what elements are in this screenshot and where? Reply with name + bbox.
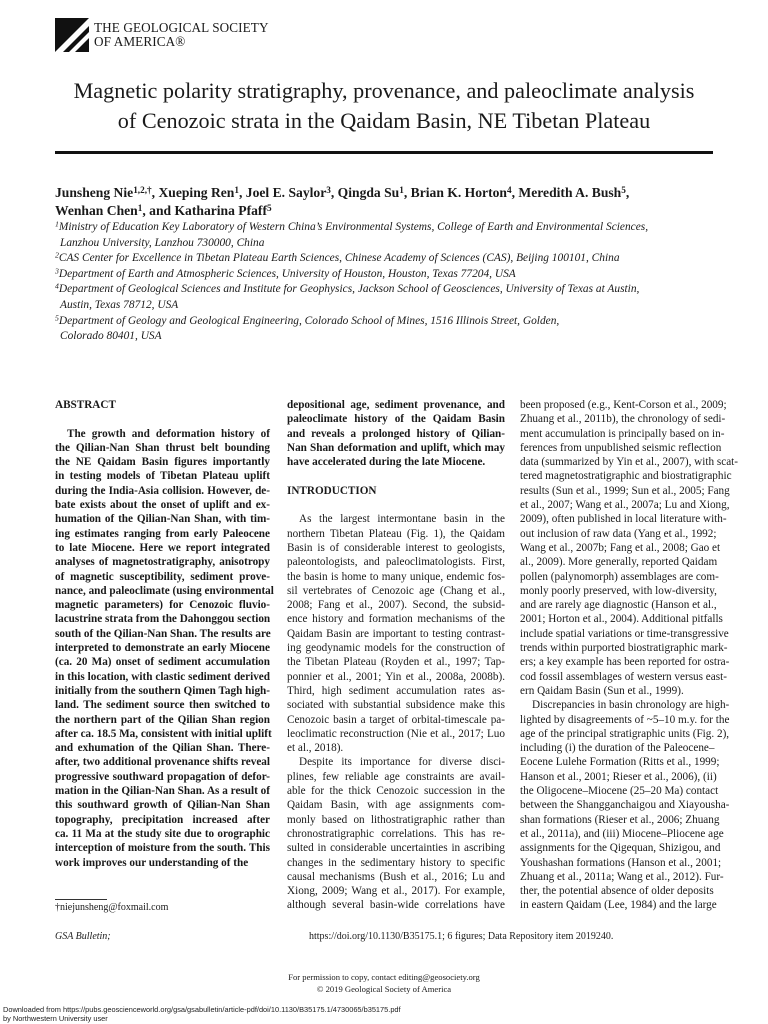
text-line: 2009), often published in local literature with- [520,513,727,526]
text-line: mation in the Qilian-Nan Shan. As a result of [55,785,270,798]
author-line: Wenhan Chen$^1$, and Katharina Pfaff$^5$ [55,202,272,218]
text-line: tered magnetostratigraphic and biostratigraphic [520,470,732,483]
text-line: the Oligocene–Miocene (25–20 Ma) contact [520,785,719,798]
text-line: Third, high sediment accumulation rates as- [287,684,505,697]
affiliation-number: 3 [55,266,59,276]
text-line: shan formations (Rieser et al., 2006; Zhuang [520,813,720,826]
affiliation-number: 5 [55,313,59,323]
text-line: and reveals a prolonged history of Qilian- [287,427,505,440]
author-name: Brian K. Horton [410,185,507,200]
text-line: Despite its importance for diverse disci- [299,756,505,769]
text-line: ferences from unpublished seismic reflection [520,441,722,454]
text-line: Discrepancies in basin chronology are high- [532,699,730,712]
text-line: include spatial variations or time-transgressive [520,627,729,640]
text-line: lighted by disagreements of ~5–10 m.y. for the [520,713,730,726]
abstract-heading: ABSTRACT [55,399,116,411]
text-line: data (summarized by Yin et al., 2007), with scat- [520,456,738,469]
author-affiliation-marker: 1,2,† [133,184,152,195]
text-line: northern Tibetan Plateau (Fig. 1), the Qaidam [287,527,505,540]
text-line: magnetic parameters) for Cenozoic fluvio- [55,599,270,612]
text-line: between the Shangganchaigou and Xiayousha- [520,799,730,812]
text-line: out inclusion of raw data (Yang et al., 1992; [520,527,717,540]
text-line: Nan Shan deformation and uplift, which may [287,441,505,454]
text-line: ment accumulation is principally based on in- [520,427,725,440]
author-list [55,184,629,220]
author-name: Joel E. Saylor [245,185,327,200]
affiliation-line: Lanzhou University, Lanzhou 730000, China [60,236,265,249]
text-line: and exhumation of the Qilian Shan. There- [55,742,270,755]
logo-line-2: OF AMERICA® [94,34,186,49]
text-line: ther, the potential absence of older deposits [520,885,714,898]
text-line: Hanson et al., 2001; Rieser et al., 2006), (ii) [520,770,717,783]
text-line: Zhuang et al., 2011a; Wang et al., 2012). Fur- [520,870,724,883]
text-line: Wang et al., 2007b; Fang et al., 2008; Gao et [520,541,721,554]
text-line: 2008; Fang et al., 2007). Second, the subsid- [287,599,505,612]
text-line: trends within purported biostratigraphic mark- [520,642,728,655]
text-line: been proposed (e.g., Kent-Corson et al., 2009; [520,399,727,411]
corresponding-author-footnote: †niejunsheng@foxmail.com [55,902,169,913]
text-line: chronostratigraphic correlations. This has re- [287,827,505,840]
author-name: Wenhan Chen [55,203,138,218]
text-line: 2001; Horton et al., 2004). Additional pitfalls [520,613,723,626]
affiliation-line: $^1$Ministry of Education Key Laboratory of Western China’s Environmental Systems, College of Earth and Environmental Sciences, [55,219,649,233]
column-3 [520,398,738,913]
text-line: the northern part of the Qilian Shan region [55,713,270,726]
text-line: progressive southward propagation of defor- [55,770,270,783]
intro-paragraph-2 [287,755,505,912]
text-line: paleontologists, and paleoclimatologists. First, [287,556,505,569]
text-line: ers; a key example has been reported for ostra- [520,656,730,669]
text-line: Cenozoic basin a target of orbital-timescale pa- [287,713,505,726]
article-title [40,76,728,136]
text-line: interception of moisture from the south. This [55,842,270,855]
text-line: monly based on lithostratigraphic rather than [287,813,505,826]
author-affiliation-marker: 3 [326,184,331,195]
affiliation-line: Colorado 80401, USA [60,330,162,343]
text-line: this southward growth of Qilian-Nan Shan [55,799,270,812]
affiliation-line: $^5$Department of Geology and Geological Engineering, Colorado School of Mines, 1516 Illinois Street, Golden, [55,313,560,327]
permission-notice [0,971,768,995]
text-line: leoclimatic reconstruction (Nie et al., 2017; Luo [287,727,505,740]
affiliation-line: $^2$CAS Center for Excellence in Tibetan Plateau Earth Sciences, Chinese Academy of Sciences (CAS), Beijing 100101, China [55,250,620,265]
text-line: ca. 11 Ma at the study site due to orographic [55,827,270,840]
text-line: after, two additional provenance shifts reveal [55,756,270,769]
text-line: cod fossil assemblages of western versus east- [520,670,727,683]
title-line: of Cenozoic strata in the Qaidam Basin, NE Tibetan Plateau [117,108,651,133]
title-line: Magnetic polarity stratigraphy, provenance, and paleoclimate analysis [73,78,695,103]
text-line: Zhuang et al., 2011b), the chronology of sedi- [520,413,726,426]
download-url: Downloaded from https://pubs.geoscienceworld.org/gsa/gsabulletin/article-pdf/doi/10.1130/B35175.1/4730065/b35175.pdf [3,1005,401,1014]
affiliation-number: 4 [55,281,59,291]
text-line: bate exists about the onset of uplift and ex- [55,499,270,512]
text-line: et al., 2007; Wang et al., 2007a; Lu and Xiong, [520,499,730,512]
text-line: although several basin-wide correlations have [287,899,505,912]
text-line: ence history and formation mechanisms of the [287,613,505,626]
text-line: the Tibetan Plateau (Royden et al., 1997; Tap- [287,656,505,669]
text-line: land. The sediment source then switched to [55,699,270,712]
text-line: causal mechanisms (Bush et al., 2016; Lu and [287,870,505,883]
column-1 [55,398,274,870]
text-line: monly poorly preserved, with low-diversity, [520,584,717,597]
text-line: assignments for the Qigequan, Shizigou, and [520,842,721,855]
author-name: Qingda Su [337,185,400,200]
text-line: in testing models of Tibetan Plateau uplift [55,470,270,483]
title-rule [55,151,713,154]
text-line: Qaidam Basin, with age assignments com- [287,799,505,812]
text-line: to late Miocene. Here we report integrated [55,541,270,554]
introduction-heading: INTRODUCTION [287,484,377,497]
text-line: the basin is home to many unique, endemic fos- [287,570,505,583]
author-affiliation-marker: 4 [506,184,512,195]
text-line: during the India-Asia collision. However, de- [55,484,270,497]
author-line: Junsheng Nie$^{1,2,\dagger}$, Xueping Ren$^1$, Joel E. Saylor$^3$, Qingda Su$^1$, Brian K. Horton$^4$, Meredith A. Bush$^5$, [55,184,630,200]
intro-paragraph-3 [520,398,738,698]
column-2 [287,398,505,913]
text-line: the NE Qaidam Basin figures importantly [55,456,270,469]
text-line: Youshashan formations (Hanson et al., 2001; [520,856,722,869]
text-line: south of the Qilian-Nan Shan. The results are [55,627,271,640]
abstract-continuation [287,398,505,469]
text-line: in this location, with clastic sediment derived [55,670,270,683]
text-line: The growth and deformation history of [67,427,270,440]
affiliation-number: 2 [55,250,59,260]
gsa-logo-text [94,21,269,49]
author-name: Meredith A. Bush [518,185,622,200]
gsa-logo [55,18,269,58]
text-line: humation of the Qilian-Nan Shan, with tim- [55,513,270,526]
text-line: and are rarely age diagnostic (Hanson et al., [520,599,717,612]
download-stamp [3,1006,401,1023]
author-affiliation-marker: 1 [234,184,239,195]
footnote-rule [55,899,107,900]
text-line: the Qilian-Nan Shan thrust belt bounding [55,441,270,454]
intro-paragraph-4 [520,698,730,912]
text-line: et al., 2011a), and (iii) Miocene–Pliocene age [520,827,724,840]
journal-name: GSA Bulletin; [55,931,111,942]
logo-line-1: THE GEOLOGICAL SOCIETY [94,20,269,35]
text-line: (ca. 20 Ma) onset of sediment accumulation [55,656,270,669]
text-line: work improves our understanding of the [55,856,249,869]
text-line: depositional age, sediment provenance, and [287,399,505,411]
text-line: As the largest intermontane basin in the [299,513,505,526]
text-line: al., 2009). More generally, reported Qaidam [520,556,718,569]
author-affiliation-marker: 1 [399,184,404,195]
author-name: Xueping Ren [158,185,235,200]
text-line: Xiong, 2009; Wang et al., 2017). For example, [287,885,505,898]
text-line: Qaidam Basin are important to testing contrast- [287,627,505,640]
text-line: Eocene Lulehe Formation (Ritts et al., 1999; [520,756,720,769]
text-line: sil vertebrates of Cenozoic age (Chang et al., [287,584,505,597]
text-line: interpreted to demonstrate an early Miocene [55,642,270,655]
text-line: topography, precipitation increased after [55,813,270,826]
text-line: of magnetic susceptibility, sediment prove- [55,570,270,583]
intro-paragraph-1 [287,512,505,755]
text-line: sociated with substantial subsidence make this [287,699,505,712]
affiliation-line: Austin, Texas 78712, USA [60,298,179,311]
text-line: ing geodynamic models for the construction of [287,642,505,655]
author-name: Junsheng Nie [55,185,134,200]
text-line: et al., 2018). [287,742,344,755]
text-line: in eastern Qaidam (Lee, 1984) and the large [520,899,717,912]
permission-line: For permission to copy, contact editing@geosociety.org [288,972,480,982]
text-line: including (i) the duration of the Paleocene– [520,742,715,755]
affiliation-line: $^3$Department of Earth and Atmospheric Sciences, University of Houston, Houston, Texas 77204, USA [55,266,516,280]
text-line: able for the thick Cenozoic succession in the [287,785,505,798]
text-line: Basin is of considerable interest to geologists, [287,541,505,554]
text-line: ponnier et al., 2001; Yin et al., 2008a, 2008b). [287,670,505,683]
text-line: paleoclimate history of the Qaidam Basin [287,413,505,426]
text-line: ern Qaidam Basin (Sun et al., 1999). [520,684,684,697]
gsa-logo-mark-icon [55,18,89,52]
text-line: lacustrine strata from the Dahonggou section [55,613,271,626]
text-line: ing estimates ranging from early Paleocene [55,527,270,540]
text-line: have accelerated during the late Miocene. [287,456,486,469]
abstract-body [55,427,274,870]
text-line: nance, and paleoclimate (using environmental [55,584,274,597]
text-line: results (Sun et al., 1999; Sun et al., 2005; Fang [520,484,730,497]
doi-line: https://doi.org/10.1130/B35175.1; 6 figures; Data Repository item 2019240. [309,931,614,942]
text-line: sulted in considerable uncertainties in ascribing [287,842,505,855]
text-line: changes in the sedimentary history to specific [287,856,505,869]
author-affiliation-marker: 5 [621,184,626,195]
affiliation-number: 1 [55,219,59,229]
text-line: analyses of magnetostratigraphy, anisotropy [55,556,270,569]
author-affiliation-marker: 5 [267,202,272,213]
affiliations [55,220,648,345]
text-line: initially from the southern Qimen Tagh high- [55,684,270,697]
copyright-line: © 2019 Geological Society of America [316,984,452,994]
text-line: after ca. 18.5 Ma, consistent with initial uplift [55,727,272,740]
download-user: by Northwestern University user [3,1013,108,1023]
text-line: pollen (palynomorph) assemblages are com- [520,570,719,583]
affiliation-line: $^4$Department of Geological Sciences and Institute for Geophysics, Jackson School of Geosciences, University of Texas at Austin, [55,281,640,296]
author-affiliation-marker: 1 [137,202,143,213]
author-name: Katharina Pfaff [174,203,267,218]
text-line: age of the principal stratigraphic units (Fig. 2), [520,727,730,740]
text-line: plines, few reliable age constraints are avail- [287,770,505,783]
